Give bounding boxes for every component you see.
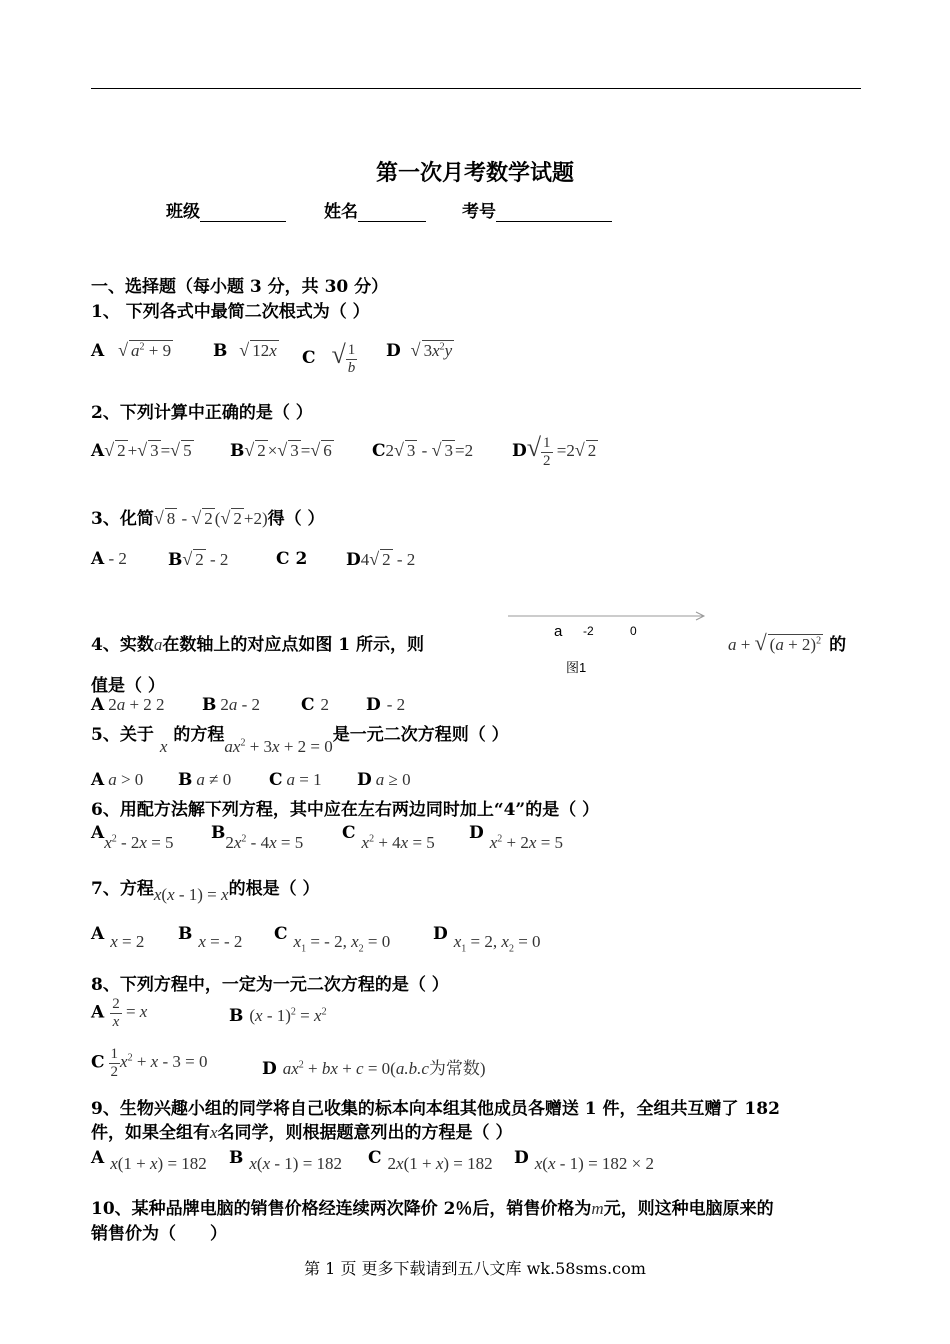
question-4-stem: 4、实数a在数轴上的对应点如图 1 所示，则 [91,635,425,655]
q9-option-c: C 2x(1 + x) = 182 [368,1148,493,1173]
q4-option-c: C 2 [301,695,330,715]
id-blank [496,204,612,222]
question-6-stem: 6、用配方法解下列方程，其中应在左右两边同时加上“4”的是（ ） [91,800,600,820]
q9-option-d: D x(x - 1) = 182 × 2 [514,1148,655,1173]
q5-option-b: B a ≠ 0 [178,770,232,790]
question-4-expression: a + √ $(a + 2)^2$ 的 [728,630,847,655]
q6-option-c: C $x^2 + 4x = 5$ [342,823,435,852]
q2-option-a: A√ 2 +√ 3 =√ 5 [91,440,192,461]
question-7-stem: 7、方程x(x - 1) = x的根是（ ） [91,879,320,904]
number-line-label-0: 0 [630,624,637,638]
class-blank [200,204,286,222]
name-blank [358,204,426,222]
question-5-stem: 5、关于x的方程$ax^2 + 3x + 2 = 0$是一元二次方程则（ ） [91,725,509,756]
q3-option-a: A - 2 [91,549,127,569]
q1-option-b: B √ 12x [213,340,277,361]
number-line-figure [508,608,708,678]
q8-option-a: A $\frac{2}{x}$ = x [91,996,148,1030]
question-3-stem: 3、化简√ 8 - √ 2 (√ 2 +2)得（ ） [91,508,325,529]
question-10-stem: 10、某种品牌电脑的销售价格经连续两次降价 2％后，销售价格为m元，则这种电脑原来的 [91,1199,774,1219]
q8-option-b: B $(x - 1)^2 = x^2$ [229,1006,327,1026]
page-footer: 第 1 页 更多下载请到五八文库 wk.58sms.com [304,1259,646,1278]
q7-option-c: C $x_1$ = - 2, $x_2 = 0$ [274,924,391,955]
q1-option-d: D √ $3x^2y$ [386,340,453,361]
question-4-stem-line2: 值是（ ） [91,676,165,696]
q7-option-a: A x = 2 [91,924,145,951]
name-field: 姓名 [324,197,426,222]
q7-option-d: D $x_1 = 2$, $x_2 = 0$ [433,924,541,955]
q5-option-d: D a ≥ 0 [357,770,411,790]
q4-option-b: B 2a - 2 [202,695,261,715]
q5-option-c: C a = 1 [269,770,322,790]
q4-option-a: A 2a + 2 2 [91,695,165,715]
q4-option-d: D - 2 [366,695,406,715]
figure-caption: 图1 [566,660,587,675]
class-field: 班级 [166,197,286,222]
q6-option-b: $B2x^2 - 4x = 5$ [211,823,304,852]
q7-option-b: B x = - 2 [178,924,243,951]
question-1-stem: 1、 下列各式中最简二次根式为（ ） [91,302,370,322]
q5-option-a: A a > 0 [91,770,144,790]
id-field: 考号 [462,197,612,222]
question-2-stem: 2、下列计算中正确的是（ ） [91,403,313,423]
top-rule [91,88,861,89]
q1-option-a: A √ $a^2 + 9$ [91,340,172,361]
q2-option-c: C2√ 3 - √ 3 =2 [372,440,474,461]
question-8-stem: 8、下列方程中，一定为一元二次方程的是（ ） [91,975,449,995]
q2-option-b: B√ 2 ×√ 3 =√ 6 [230,440,332,461]
q3-option-b: B√ 2 - 2 [168,549,229,570]
number-line-label-a: a [554,623,563,640]
q3-option-c: C 2 [276,549,308,569]
q8-option-c: C $\frac{1}{2}$ $x^2 + x - 3 = 0$ [91,1046,208,1080]
q9-option-a: A x(1 + x) = 182 [91,1148,207,1173]
q6-option-d: D $x^2 + 2x = 5$ [469,823,564,852]
q3-option-d: D4√ 2 - 2 [346,549,416,570]
q8-option-d: D $ax^2$ + bx + c = 0(a.b.c为常数) [262,1059,486,1079]
question-10-stem-line2: 销售价为（ ） [91,1224,227,1244]
question-9-stem: 9、生物兴趣小组的同学将自己收集的标本向本组其他成员各赠送 1 件，全组共互赠了 182 [91,1099,780,1119]
number-line-label-minus-2: -2 [583,624,594,638]
q1-option-c: C √ $\frac{1}{b}$ [302,340,356,376]
page-title: 第一次月考数学试题 [375,160,574,186]
section-heading: 一、选择题（每小题 3 分，共 30 分） [91,277,389,297]
question-9-stem-line2: 件，如果全组有x名同学，则根据题意列出的方程是（ ） [91,1123,513,1143]
q6-option-a: Ax$^2$ - 2x = 5 [91,823,174,852]
q9-option-b: B x(x - 1) = 182 [229,1148,343,1173]
q2-option-d: D√ $\frac{1}{2}$ =2√ 2 [512,433,597,469]
